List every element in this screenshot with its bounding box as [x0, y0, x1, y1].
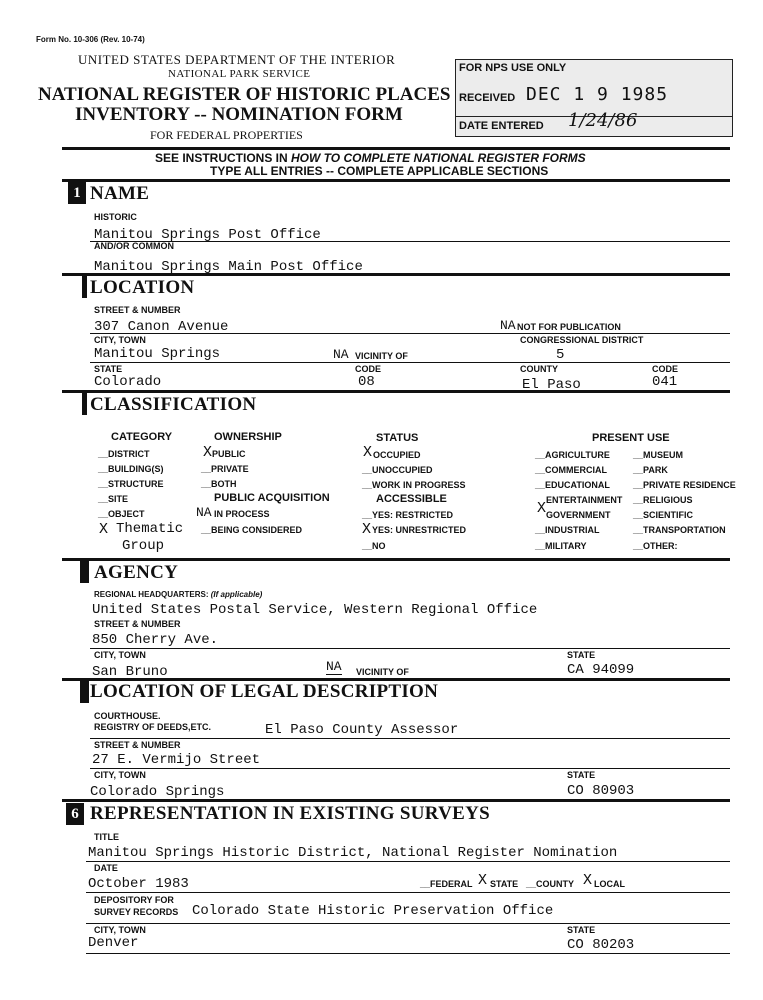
congressional-district-label: CONGRESSIONAL DISTRICT — [520, 335, 644, 345]
section-2-marker — [82, 276, 87, 298]
legal-state-value: CO 80903 — [567, 783, 635, 799]
survey-county: __COUNTY — [526, 879, 575, 889]
use-military: __MILITARY — [535, 541, 587, 551]
public-check-mark: X — [203, 444, 213, 461]
agency-city-value: San Bruno — [92, 664, 168, 680]
section-4-marker — [80, 561, 89, 583]
legal-state-label: STATE — [567, 770, 596, 780]
survey-date-label: DATE — [94, 863, 118, 873]
accessible-no: __NO — [362, 541, 386, 551]
rule-section-2 — [62, 273, 730, 276]
section-2-title: LOCATION — [90, 277, 195, 298]
occupied-check-mark: X — [363, 444, 373, 461]
category-heading: CATEGORY — [111, 431, 173, 443]
agency-street-label: STREET & NUMBER — [94, 619, 181, 629]
use-religious: __RELIGIOUS — [633, 495, 693, 505]
accessible-restricted: __YES: RESTRICTED — [362, 510, 454, 520]
survey-state-label: STATE — [567, 925, 596, 935]
use-other: __OTHER: — [633, 541, 678, 551]
section-6-title: REPRESENTATION IN EXISTING SURVEYS — [90, 803, 491, 824]
use-government: GOVERNMENT — [546, 510, 611, 520]
category-structure: __STRUCTURE — [98, 479, 164, 489]
agency-name: NATIONAL PARK SERVICE — [168, 68, 311, 80]
department-name: UNITED STATES DEPARTMENT OF THE INTERIOR — [78, 52, 396, 67]
street-underline — [90, 333, 730, 334]
agency-vicinity-na — [326, 659, 342, 675]
status-unoccupied: __UNOCCUPIED — [362, 465, 433, 475]
rule-section-4 — [62, 558, 730, 561]
unrestricted-check-mark: X — [362, 521, 372, 538]
survey-title-underline — [86, 861, 730, 862]
present-use-heading: PRESENT USE — [592, 432, 670, 444]
courthouse-label-1: COURTHOUSE. — [94, 711, 161, 721]
ownership-private: __PRIVATE — [201, 464, 249, 474]
legal-city-value: Colorado Springs — [90, 784, 225, 800]
acquisition-in-process: IN PROCESS — [214, 509, 270, 519]
courthouse-value: El Paso County Assessor — [265, 722, 459, 738]
use-commercial: __COMMERCIAL — [535, 465, 608, 475]
section-1-number: 1 — [68, 182, 86, 204]
nps-use-box — [455, 59, 733, 137]
form-title-2: INVENTORY -- NOMINATION FORM — [75, 104, 403, 125]
courthouse-underline — [90, 738, 730, 739]
date-entered-handwritten: 1/24/86 — [568, 110, 638, 131]
survey-title-value: Manitou Springs Historic District, National Register Nomination — [88, 845, 618, 861]
received-label: RECEIVED — [459, 92, 516, 104]
category-building: __BUILDING(S) — [98, 464, 164, 474]
section-5-title: LOCATION OF LEGAL DESCRIPTION — [90, 681, 439, 702]
rule-top — [62, 147, 730, 150]
city-underline — [90, 362, 730, 363]
status-occupied: OCCUPIED — [373, 450, 421, 460]
state-code-label: CODE — [355, 364, 382, 374]
legal-street-label: STREET & NUMBER — [94, 740, 181, 750]
use-museum: __MUSEUM — [633, 450, 684, 460]
regional-hq-label: REGIONAL HEADQUARTERS: (If applicable) — [94, 590, 263, 599]
courthouse-label-2: REGISTRY OF DEEDS,ETC. — [94, 722, 212, 732]
agency-street-underline — [90, 648, 730, 649]
acquisition-being-considered: __BEING CONSIDERED — [201, 525, 303, 535]
state-label: STATE — [94, 364, 123, 374]
agency-city-label: CITY, TOWN — [94, 650, 146, 660]
state-value: Colorado — [94, 374, 162, 390]
form-number: Form No. 10-306 (Rev. 10-74) — [36, 35, 145, 44]
city-value: Manitou Springs — [94, 346, 221, 362]
survey-city-label: CITY, TOWN — [94, 925, 146, 935]
government-check-mark: X — [537, 500, 547, 517]
thematic-check-mark: X — [99, 521, 109, 538]
vicinity-label: VICINITY OF — [355, 351, 408, 361]
thematic-label-2: Group — [122, 538, 165, 554]
rule-instructions-bottom — [62, 179, 730, 182]
section-1-title: NAME — [90, 183, 150, 204]
survey-title-label: TITLE — [94, 832, 119, 842]
legal-street-underline — [90, 768, 730, 769]
survey-local: LOCAL — [594, 879, 625, 889]
depository-label-2: SURVEY RECORDS — [94, 907, 179, 917]
agency-street-value: 850 Cherry Ave. — [92, 632, 219, 648]
survey-state: STATE — [490, 879, 519, 889]
category-object: __OBJECT — [98, 509, 145, 519]
survey-date-underline — [86, 892, 730, 893]
county-code-label: CODE — [652, 364, 679, 374]
agency-vicinity-label: VICINITY OF — [356, 667, 409, 677]
section-5-marker — [80, 681, 89, 703]
state-code-value: 08 — [358, 374, 375, 390]
use-entertainment: ENTERTAINMENT — [546, 495, 623, 505]
congressional-district-value: 5 — [556, 347, 565, 363]
use-scientific: __SCIENTIFIC — [633, 510, 694, 520]
survey-date-value: October 1983 — [88, 876, 189, 892]
historic-name-value: Manitou Springs Post Office — [94, 227, 321, 243]
section-6-number: 6 — [66, 803, 84, 825]
depository-underline — [86, 923, 730, 924]
agency-vicinity-na-text: NA — [326, 659, 342, 674]
not-for-publication-label: NOT FOR PUBLICATION — [517, 322, 621, 332]
use-industrial: __INDUSTRIAL — [535, 525, 600, 535]
survey-city-value: Denver — [88, 935, 139, 951]
legal-city-label: CITY, TOWN — [94, 770, 146, 780]
form-subtitle: FOR FEDERAL PROPERTIES — [150, 128, 303, 142]
section-3-title: CLASSIFICATION — [90, 394, 257, 415]
accessible-unrestricted: YES: UNRESTRICTED — [372, 525, 467, 535]
thematic-label-1: Thematic — [116, 521, 184, 537]
survey-local-check-mark: X — [583, 872, 593, 889]
depository-value: Colorado State Historic Preservation Office — [192, 903, 554, 919]
historic-underline — [90, 241, 730, 242]
county-value: El Paso — [522, 377, 581, 393]
ownership-both: __BOTH — [201, 479, 237, 489]
form-title-1: NATIONAL REGISTER OF HISTORIC PLACES — [38, 84, 451, 105]
ownership-heading: OWNERSHIP — [214, 431, 282, 443]
instructions-line-2: TYPE ALL ENTRIES -- COMPLETE APPLICABLE SECTIONS — [210, 164, 549, 178]
street-label: STREET & NUMBER — [94, 305, 181, 315]
use-educational: __EDUCATIONAL — [535, 480, 610, 490]
ownership-public: PUBLIC — [212, 449, 246, 459]
received-date-stamp: DEC 1 9 1985 — [526, 84, 669, 105]
date-entered-label: DATE ENTERED — [459, 120, 544, 132]
use-private-residence: __PRIVATE RESIDENCE — [633, 480, 736, 490]
vicinity-na: NA — [333, 347, 349, 362]
nps-box-title: FOR NPS USE ONLY — [459, 62, 567, 74]
status-heading: STATUS — [376, 432, 419, 444]
survey-state-check-mark: X — [478, 872, 488, 889]
instructions-line-1: SEE INSTRUCTIONS IN HOW TO COMPLETE NATIONAL REGISTER FORMS — [155, 151, 586, 165]
common-name-value: Manitou Springs Main Post Office — [94, 259, 363, 275]
accessible-heading: ACCESSIBLE — [376, 493, 447, 505]
section-3-marker — [82, 393, 87, 415]
in-process-na: NA — [196, 505, 212, 520]
rule-section-3 — [62, 390, 730, 393]
use-park: __PARK — [633, 465, 668, 475]
use-agriculture: __AGRICULTURE — [535, 450, 610, 460]
status-work-in-progress: __WORK IN PROGRESS — [362, 480, 466, 490]
street-value: 307 Canon Avenue — [94, 319, 229, 335]
category-site: __SITE — [98, 494, 129, 504]
historic-label: HISTORIC — [94, 212, 137, 222]
not-for-publication-na: NA — [500, 318, 516, 333]
city-label: CITY, TOWN — [94, 335, 146, 345]
survey-state-value: CO 80203 — [567, 937, 635, 953]
county-code-value: 041 — [652, 374, 678, 390]
rule-bottom — [86, 953, 730, 954]
use-transportation: __TRANSPORTATION — [633, 525, 726, 535]
common-label: AND/OR COMMON — [94, 241, 174, 251]
section-4-title: AGENCY — [94, 562, 179, 583]
county-label: COUNTY — [520, 364, 558, 374]
legal-street-value: 27 E. Vermijo Street — [92, 752, 261, 768]
rule-section-6 — [62, 799, 730, 802]
agency-state-label: STATE — [567, 650, 596, 660]
agency-state-value: CA 94099 — [567, 662, 635, 678]
survey-federal: __FEDERAL — [420, 879, 473, 889]
public-acquisition-heading: PUBLIC ACQUISITION — [214, 492, 330, 504]
category-district: __DISTRICT — [98, 449, 150, 459]
regional-hq-value: United States Postal Service, Western Regional Office — [92, 602, 538, 618]
depository-label-1: DEPOSITORY FOR — [94, 895, 174, 905]
